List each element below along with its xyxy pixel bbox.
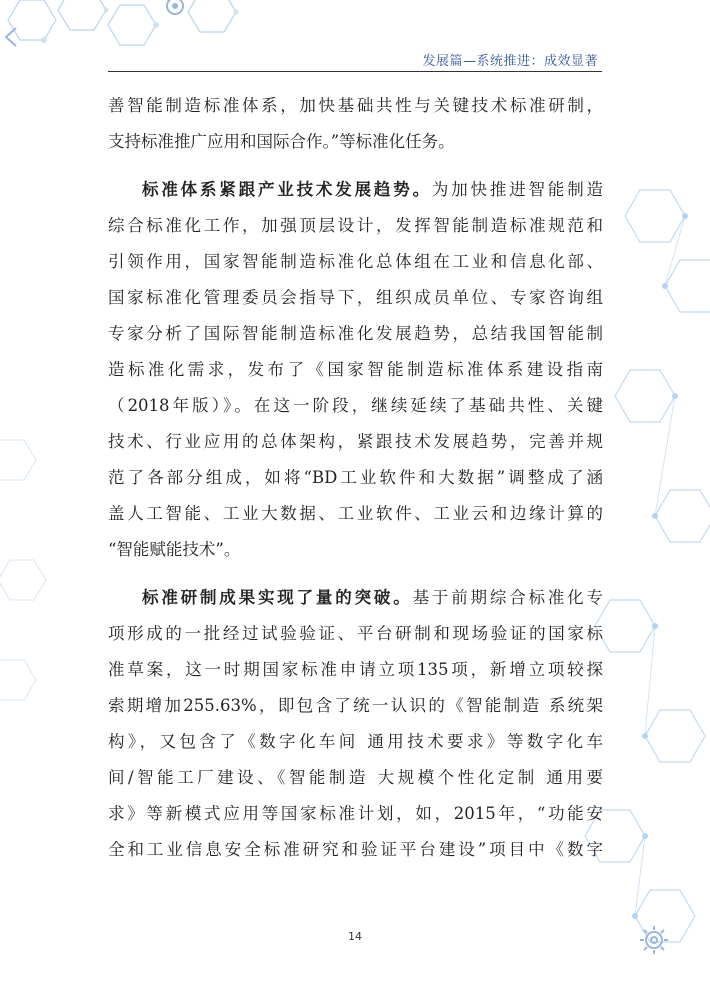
text-line: 技术、行业应用的总体架构，紧跟技术发展趋势，完善并规 [108, 432, 603, 451]
text-line: 索期增加255.63%，即包含了统一认识的《智能制造 系统架 [108, 696, 603, 715]
hexagon-network-decoration [0, 0, 260, 60]
text-line: 引领作用，国家智能制造标准化总体组在工业和信息化部、 [108, 252, 603, 271]
text-line: 间/智能工厂建设、《智能制造 大规模个性化定制 通用要 [108, 768, 603, 787]
running-header: 发展篇—系统推进：成效显著 [422, 54, 598, 69]
gear-icon-top [162, 0, 188, 18]
text-line: 盖人工智能、工业大数据、工业软件、工业云和边缘计算的 [108, 504, 603, 523]
text-line: 全和工业信息安全标准研究和验证平台建设”项目中《数字 [108, 840, 603, 859]
chevron-left-icon [2, 26, 20, 48]
paragraph-first-line [108, 580, 603, 616]
header-divider [108, 71, 602, 72]
paragraph-heading: 标准体系紧跟产业技术发展趋势。 [142, 180, 432, 199]
body-text [108, 88, 603, 868]
text-line: 造标准化需求，发布了《国家智能制造标准体系建设指南 [108, 360, 603, 379]
text-line: 项形成的一批经过试验验证、平台研制和现场验证的国家标 [108, 624, 603, 643]
text-line: 构》，又包含了《数字化车间 通用技术要求》等数字化车 [108, 732, 603, 751]
text-line: （2018年版）》。在这一阶段，继续延续了基础共性、关键 [108, 396, 603, 415]
text-span: 为加快推进智能制造 [431, 180, 604, 199]
paragraph-heading: 标准研制成果实现了量的突破。 [142, 588, 413, 607]
text-line: 专家分析了国际智能制造标准化发展趋势，总结我国智能制 [108, 324, 603, 343]
text-line: 范了各部分组成，如将“BD工业软件和大数据”调整成了涵 [108, 468, 603, 487]
page-number: 14 [348, 930, 362, 943]
text-line: 善智能制造标准体系，加快基础共性与关键技术标准研制， [108, 96, 603, 115]
text-line: 国家标准化管理委员会指导下，组织成员单位、专家咨询组 [108, 288, 603, 307]
text-line: “智能赋能技术”。 [108, 540, 241, 559]
text-line: 综合标准化工作，加强顶层设计，发挥智能制造标准规范和 [108, 216, 603, 235]
text-span: 基于前期综合标准化专 [412, 588, 604, 607]
text-line: 准草案，这一时期国家标准申请立项135项，新增立项较探 [108, 660, 603, 679]
hexagon-network-decoration-left [0, 420, 70, 720]
text-line: 求》等新模式应用等国家标准计划，如，2015年，“功能安 [108, 804, 603, 823]
paragraph-first-line [108, 172, 603, 208]
text-line: 支持标准推广应用和国际合作。”等标准化任务。 [108, 132, 455, 151]
gear-icon [634, 920, 674, 960]
